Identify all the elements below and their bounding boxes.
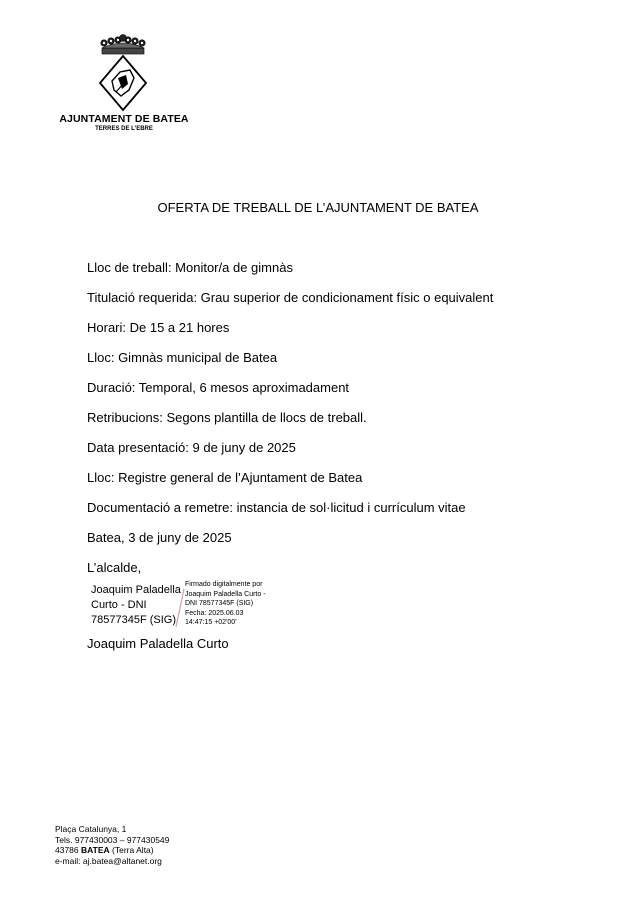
footer-phones: Tels. 977430003 – 977430549 <box>55 834 170 845</box>
place-date: Batea, 3 de juny de 2025 <box>87 530 232 545</box>
footer-contact <box>55 824 169 866</box>
signature-name-line: Joaquim Paladella <box>91 584 181 596</box>
detail-submission-place: Lloc: Registre general de l’Ajuntament de Batea <box>87 470 363 485</box>
detail-schedule: Horari: De 15 a 21 hores <box>87 320 230 335</box>
signatory-name: Joaquim Paladella Curto <box>87 636 229 651</box>
coat-of-arms-icon <box>94 34 152 114</box>
signature-details-block <box>185 580 295 628</box>
footer-town: BATEA <box>81 845 110 855</box>
footer-town-line <box>55 845 169 856</box>
detail-documents: Documentació a remetre: instancia de sol·licitud i currículum vitae <box>87 500 466 515</box>
signature-detail-line: 14:47:15 +02'00' <box>185 619 237 626</box>
organization-region: TERRES DE L'EBRE <box>95 126 153 132</box>
signatory-role: L’alcalde, <box>87 560 142 575</box>
signature-detail-line: Firmado digitalmente por <box>185 581 263 588</box>
signature-detail-line: DNI 78577345F (SIG) <box>185 600 254 607</box>
footer-area: (Terra Alta) <box>112 845 154 855</box>
footer-email: e-mail: aj.batea@altanet.org <box>55 855 162 866</box>
signature-name-block <box>91 583 183 628</box>
signature-name-line: 78577345F (SIG) <box>91 614 176 626</box>
signature-detail-line: Joaquim Paladella Curto - <box>185 590 266 598</box>
detail-qualification: Titulació requerida: Grau superior de condicionament físic o equivalent <box>87 290 494 305</box>
document-title: OFERTA DE TREBALL DE L’AJUNTAMENT DE BATEA <box>157 200 479 215</box>
footer-postal-code: 43786 <box>55 845 79 855</box>
detail-salary: Retribucions: Segons plantilla de llocs de treball. <box>87 410 367 425</box>
signature-name-line: Curto - DNI <box>91 599 147 611</box>
organization-name: AJUNTAMENT DE BATEA <box>59 113 189 125</box>
digital-signature <box>89 579 289 631</box>
footer-address: Plaça Catalunya, 1 <box>55 824 127 834</box>
detail-duration: Duració: Temporal, 6 mesos aproximadament <box>87 380 350 395</box>
detail-location: Lloc: Gimnàs municipal de Batea <box>87 350 278 365</box>
detail-job-position: Lloc de treball: Monitor/a de gimnàs <box>87 260 293 275</box>
signature-detail-line: Fecha: 2025.06.03 <box>185 609 244 617</box>
detail-submission-date: Data presentació: 9 de juny de 2025 <box>87 440 296 455</box>
